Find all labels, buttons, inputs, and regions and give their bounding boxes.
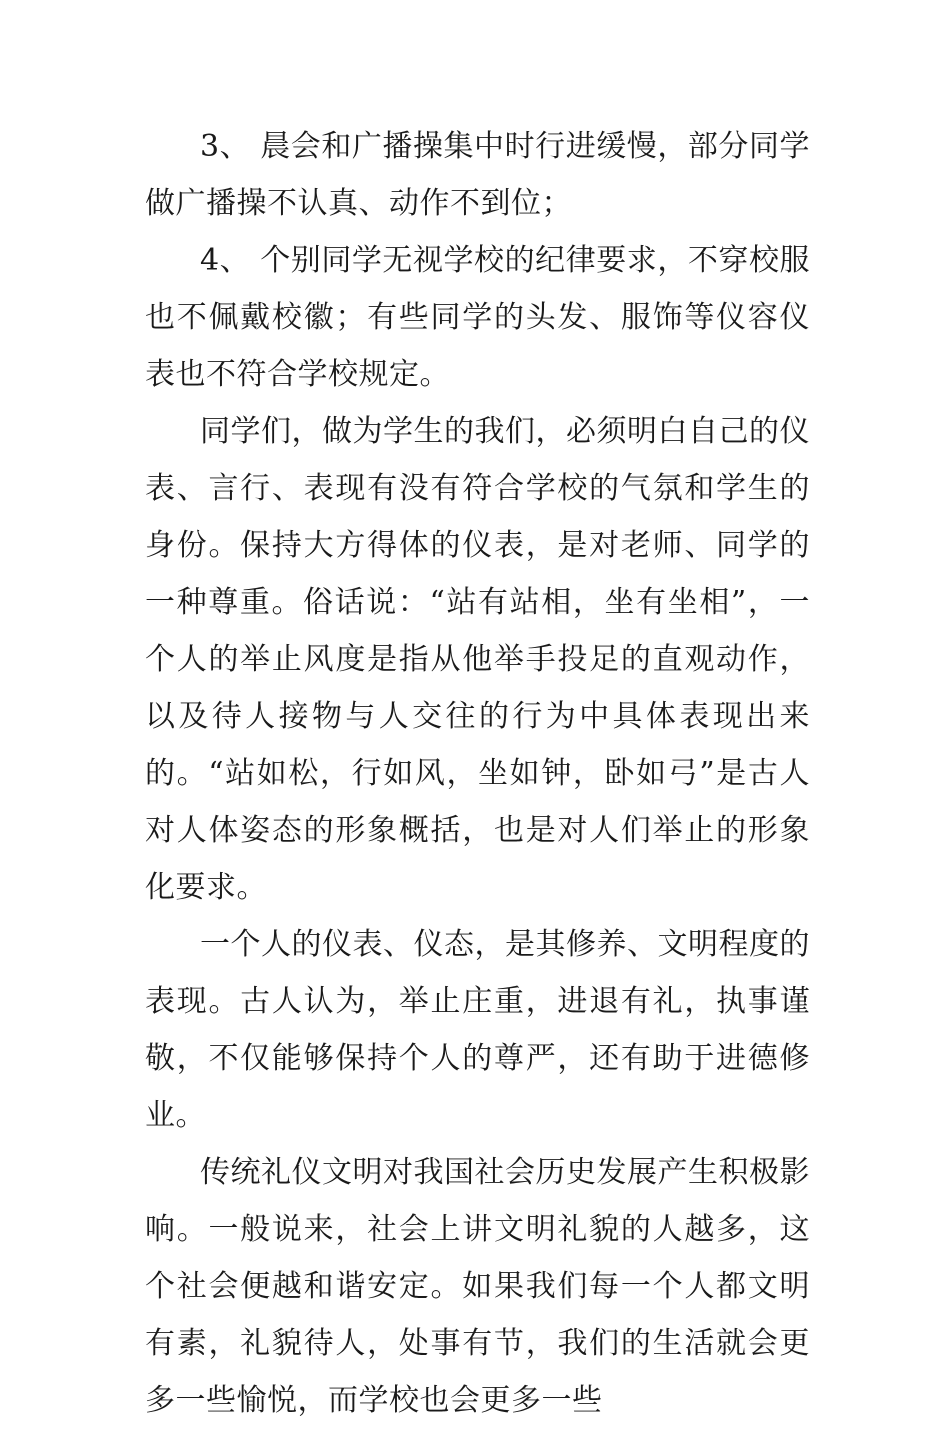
paragraph-item-4: 4、 个别同学无视学校的纪律要求，不穿校服也不佩戴校徽；有些同学的头发、服饰等仪容仪表也不符合学校规定。 bbox=[145, 243, 810, 392]
paragraph-appearance: 同学们，做为学生的我们，必须明白自己的仪表、言行、表现有没有符合学校的气氛和学生的身份。保持大方得体的仪表，是对老师、同学的一种尊重。俗话说：“站有站相，坐有坐相”，一个人的举止风度是指从他举手投足的直观动作，以及待人接物与人交往的行为中具体表现出来的。“站如松，行如风，坐如钟，卧如弓”是古人对人体姿态的形象概括，也是对人们举止的形象化要求。 bbox=[145, 414, 810, 905]
paragraph-manners: 一个人的仪表、仪态，是其修养、文明程度的表现。古人认为，举止庄重，进退有礼，执事谨敬，不仅能够保持个人的尊严，还有助于进德修业。 bbox=[145, 927, 810, 1133]
paragraph-item-3: 3、 晨会和广播操集中时行进缓慢，部分同学做广播操不认真、动作不到位； bbox=[145, 129, 810, 221]
document-body bbox=[145, 118, 810, 1429]
paragraph-tradition: 传统礼仪文明对我国社会历史发展产生积极影响。一般说来，社会上讲文明礼貌的人越多，这个社会便越和谐安定。如果我们每一个人都文明有素，礼貌待人，处事有节，我们的生活就会更多一些愉悦，而学校也会更多一些 bbox=[145, 1155, 810, 1418]
